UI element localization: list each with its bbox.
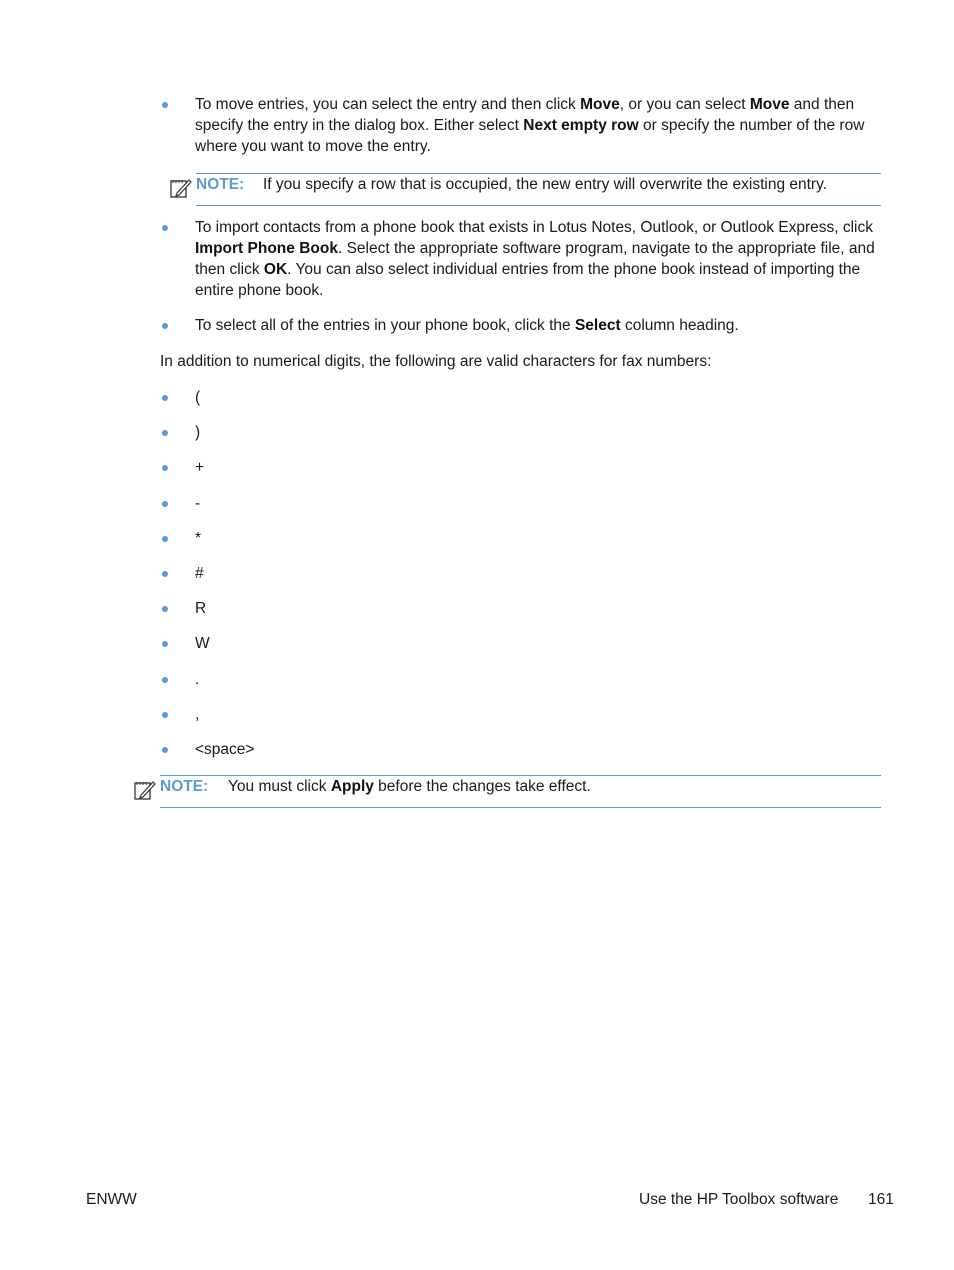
character-text: <space> bbox=[195, 741, 255, 758]
bullet-dot bbox=[162, 536, 168, 542]
bullet-dot bbox=[162, 677, 168, 683]
list-item-move-entries bbox=[160, 94, 880, 157]
footer-section-title: Use the HP Toolbox software bbox=[639, 1191, 839, 1208]
character-text: + bbox=[195, 459, 205, 476]
footer-left-label: ENWW bbox=[86, 1191, 137, 1208]
character-text: ) bbox=[195, 424, 201, 441]
list-item-character bbox=[160, 704, 880, 725]
bullet-dot bbox=[162, 465, 168, 471]
list-item-text: To select all of the entries in your phone book, click the Select column heading. bbox=[195, 317, 739, 334]
character-text: * bbox=[195, 530, 202, 547]
note-text: You must click Apply before the changes take effect. bbox=[228, 778, 591, 795]
intro-paragraph: In addition to numerical digits, the following are valid characters for fax numbers: bbox=[160, 353, 712, 370]
note-label: NOTE: bbox=[160, 778, 209, 795]
character-text: ( bbox=[195, 389, 201, 406]
list-item-character bbox=[160, 633, 880, 654]
bullet-dot bbox=[162, 747, 168, 753]
bullet-dot bbox=[162, 395, 168, 401]
character-text: . bbox=[195, 671, 200, 688]
note-pencil-icon bbox=[133, 778, 157, 802]
list-item-character bbox=[160, 457, 880, 478]
list-item-character bbox=[160, 493, 880, 514]
bullet-dot bbox=[162, 606, 168, 612]
bullet-dot bbox=[162, 571, 168, 577]
bullet-dot bbox=[162, 102, 168, 108]
character-text: R bbox=[195, 600, 207, 617]
character-text: # bbox=[195, 565, 204, 582]
bullet-dot bbox=[162, 501, 168, 507]
character-text: W bbox=[195, 635, 210, 652]
note-pencil-icon bbox=[169, 176, 193, 200]
bullet-dot bbox=[162, 323, 168, 329]
bullet-dot bbox=[162, 641, 168, 647]
list-item-character bbox=[160, 739, 880, 760]
bullet-dot bbox=[162, 225, 168, 231]
list-item-character bbox=[160, 422, 880, 443]
bullet-dot bbox=[162, 430, 168, 436]
character-text: - bbox=[195, 495, 201, 512]
list-item-character bbox=[160, 563, 880, 584]
list-item-character bbox=[160, 528, 880, 549]
list-item-character bbox=[160, 598, 880, 619]
list-item-text: To move entries, you can select the entry and then click Move, or you can select Move and then specify the entry in the dialog box. Either select Next empty row or specify the number of the row where you want to move the entry. bbox=[195, 96, 865, 155]
bullet-dot bbox=[162, 712, 168, 718]
note-box-apply bbox=[160, 775, 881, 808]
list-item-character bbox=[160, 669, 880, 690]
list-item-select-all bbox=[160, 315, 880, 336]
list-item-import-phone-book bbox=[160, 217, 880, 301]
character-text: , bbox=[195, 706, 200, 723]
note-text: If you specify a row that is occupied, the new entry will overwrite the existing entry. bbox=[263, 176, 827, 193]
list-item-text: To import contacts from a phone book that exists in Lotus Notes, Outlook, or Outlook Express, click Import Phone Book. Select the appropriate software program, navigate to the appropriate file, and then click OK. You can also select individual entries from the phone book instead of importing the entire phone book. bbox=[195, 219, 875, 299]
page-number: 161 bbox=[868, 1191, 894, 1208]
note-box-occupied-row bbox=[196, 173, 881, 206]
note-label: NOTE: bbox=[196, 176, 245, 193]
list-item-character bbox=[160, 387, 880, 408]
